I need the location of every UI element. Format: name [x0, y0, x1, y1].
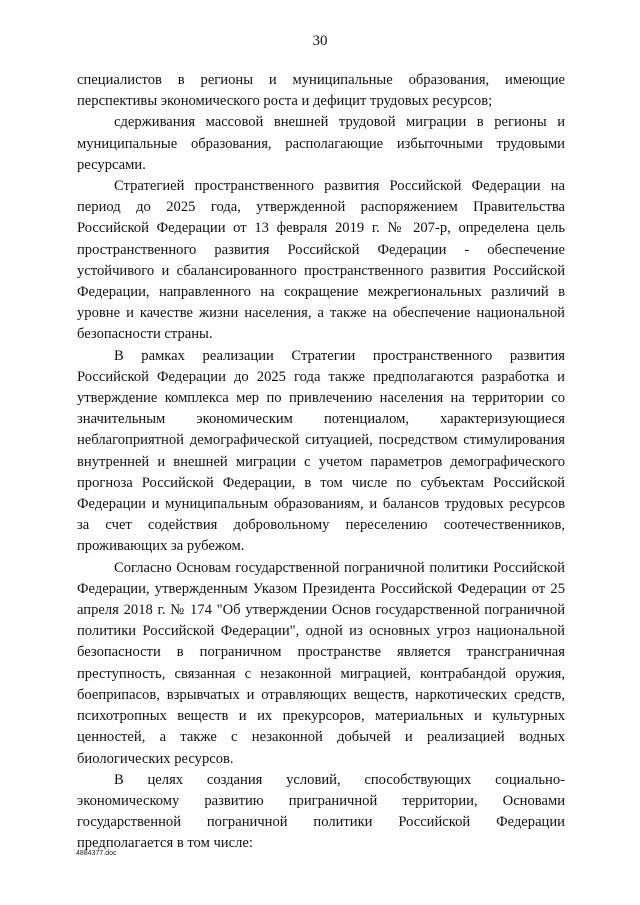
paragraph-4: В рамках реализации Стратегии пространственного развития Российской Федерации до 2025 года также предполагаются разработка и утверждение комплекса мер по привлечению населения на территории со значительным экономическим потенциалом, характеризующиеся неблагоприятной демографической ситуацией, посредством стимулирования внутренней и внешней миграции с учетом параметров демографического прогноза Российской Федерации, в том числе по субъектам Российской Федерации и муниципальным образованиям, и балансов трудовых ресурсов за счет содействия добровольному переселению соотечественников, проживающих за рубежом. — [77, 347, 565, 555]
paragraph-1: специалистов в регионы и муниципальные образования, имеющие перспективы экономического роста и дефицит трудовых ресурсов; — [77, 72, 565, 110]
paragraph-3: Стратегией пространственного развития Российской Федерации на период до 2025 года, утвержденной распоряжением Правительства Российской Федерации от 13 февраля 2019 г. № 207-р, определена цель пространственного развития Российской Федерации - обеспечение устойчивого и сбалансированного пространственного развития Российской Федерации, направленного на сокращение межрегиональных различий в уровне и качестве жизни населения, а также на обеспечение национальной безопасности страны. — [77, 178, 565, 343]
footer-file-reference: 4884377.doc — [76, 850, 117, 857]
paragraph-5: Согласно Основам государственной пограничной политики Российской Федерации, утвержденным Указом Президента Российской Федерации от 25 апреля 2018 г. № 174 "Об утверждении Основ государственной пограничной политики Российской Федерации", одной из основных угроз национальной безопасности в пограничном пространстве является трансграничная преступность, связанная с незаконной миграцией, контрабандой оружия, боеприпасов, взрывчатых и отравляющих веществ, наркотических средств, психотропных веществ и их прекурсоров, материальных и культурных ценностей, а также с незаконной добычей и реализацией водных биологических ресурсов. — [77, 559, 565, 767]
document-body — [77, 70, 565, 855]
paragraph-2: сдерживания массовой внешней трудовой миграции в регионы и муниципальные образования, располагающие избыточными трудовыми ресурсами. — [77, 114, 565, 173]
paragraph-6: В целях создания условий, способствующих социально-экономическому развитию приграничной территории, Основами государственной пограничной политики Российской Федерации предполагается в том числе: — [77, 771, 565, 852]
page-number: 30 — [312, 33, 328, 49]
